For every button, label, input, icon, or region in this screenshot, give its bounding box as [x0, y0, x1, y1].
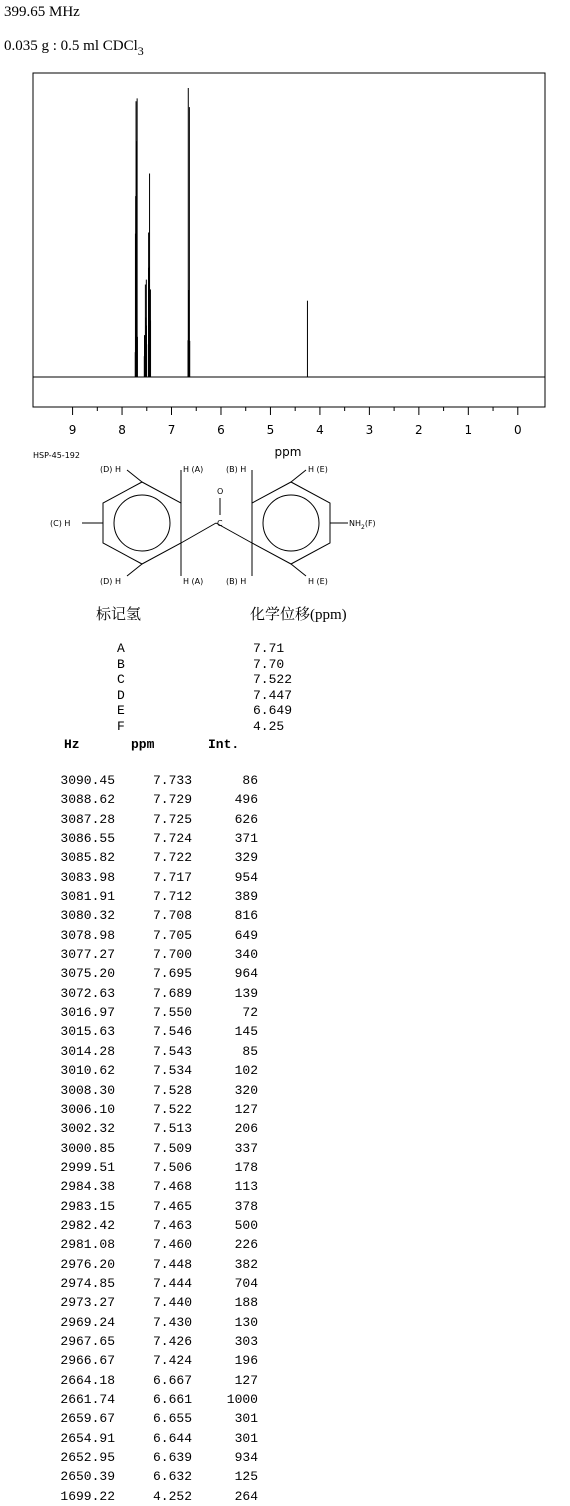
- peak-hz: 3075.20: [60, 966, 115, 982]
- peak-ppm: 7.543: [152, 1043, 192, 1059]
- peak-intensity: 226: [234, 1237, 258, 1253]
- plot-frame: [33, 73, 545, 407]
- peak-hz: 2974.85: [60, 1275, 115, 1291]
- table-row: [0, 926, 570, 945]
- table-row: [0, 1081, 570, 1100]
- peak-intensity: 303: [234, 1333, 258, 1349]
- table-row: [0, 1100, 570, 1119]
- peak-intensity: 500: [234, 1217, 258, 1233]
- peak-intensity: 145: [234, 1024, 258, 1040]
- table-row: [0, 1467, 570, 1486]
- bond-e-bot: [291, 564, 306, 576]
- assignment-label-header: 标记氢: [96, 607, 142, 623]
- peak-intensity: 188: [234, 1295, 258, 1311]
- table-row: [0, 790, 570, 809]
- peak-hz: 3006.10: [60, 1101, 115, 1117]
- benzene-ring-1: [103, 482, 181, 564]
- peak-intensity: 371: [234, 831, 258, 847]
- table-row: [0, 1061, 570, 1080]
- assignment-table: [0, 641, 570, 735]
- peak-ppm: 6.667: [152, 1372, 192, 1388]
- peak-hz: 3081.91: [60, 889, 115, 905]
- assignment-row: [0, 703, 570, 719]
- label-c: (C) H: [50, 519, 71, 528]
- peak-ppm: 7.717: [152, 869, 192, 885]
- peak-hz: 2661.74: [60, 1392, 115, 1407]
- peak-hz: 2981.08: [60, 1237, 115, 1253]
- peak-ppm: 7.534: [152, 1063, 192, 1079]
- peak-hz: 3014.28: [60, 1043, 115, 1059]
- table-row: [0, 1255, 570, 1274]
- peak-intensity: 337: [234, 1140, 258, 1156]
- peak-intensity: 496: [234, 792, 258, 808]
- peak-ppm: 6.639: [152, 1450, 192, 1466]
- peak-ppm: 7.550: [152, 1005, 192, 1021]
- peak-intensity: 86: [242, 773, 258, 788]
- peak-intensity: 934: [234, 1450, 258, 1466]
- peak-table: [0, 771, 570, 1506]
- x-axis-label: ppm: [274, 445, 302, 459]
- peak-ppm: 7.522: [152, 1101, 192, 1117]
- peak-hz: 2973.27: [60, 1295, 115, 1311]
- x-axis-ticks: [69, 407, 522, 437]
- table-row: [0, 1448, 570, 1467]
- peak-ppm: 7.509: [152, 1140, 192, 1156]
- sample-code: HSP-45-192: [33, 451, 80, 460]
- table-row: [0, 887, 570, 906]
- table-row: [0, 1429, 570, 1448]
- label-e-bot: H (E): [308, 577, 328, 586]
- peak-intensity: 113: [234, 1179, 258, 1195]
- assignment-header: [0, 603, 570, 627]
- bond-d-bot: [127, 564, 142, 576]
- table-row: [0, 1487, 570, 1506]
- peak-hz: 2654.91: [60, 1430, 115, 1446]
- assignment-shift-header: 化学位移(ppm): [250, 607, 347, 623]
- peak-ppm: 7.724: [152, 831, 192, 847]
- sample-concentration: [4, 38, 144, 59]
- label-a-top: H (A): [183, 465, 204, 474]
- peak-hz: 3087.28: [60, 811, 115, 827]
- assignment-label: F: [117, 718, 125, 734]
- peak-ppm: 7.513: [152, 1121, 192, 1137]
- peak-ppm: 7.546: [152, 1024, 192, 1040]
- table-row: [0, 984, 570, 1003]
- peak-group: [135, 88, 307, 377]
- peak-hz: 2969.24: [60, 1314, 115, 1330]
- label-d-top: (D) H: [100, 465, 121, 474]
- peak-ppm: 7.440: [152, 1295, 192, 1311]
- assignment-row: [0, 719, 570, 735]
- table-row: [0, 1158, 570, 1177]
- peak-hz: 3015.63: [60, 1024, 115, 1040]
- table-row: [0, 848, 570, 867]
- spectrometer-frequency: 399.65 MHz: [4, 4, 80, 20]
- peak-intensity: 649: [234, 927, 258, 943]
- label-a-bot: H (A): [183, 577, 204, 586]
- peak-ppm: 7.465: [152, 1198, 192, 1214]
- peak-ppm: 7.705: [152, 927, 192, 943]
- peak-intensity: 196: [234, 1353, 258, 1369]
- peak-hz: 3083.98: [60, 869, 115, 885]
- peak-table-header: [0, 737, 570, 757]
- assignment-shift: 7.447: [253, 687, 293, 703]
- assignment-label: E: [117, 703, 125, 719]
- table-row: [0, 829, 570, 848]
- nh2-subscript: 2: [361, 524, 365, 531]
- peak-intensity: 301: [234, 1411, 258, 1427]
- peak-hz: 2976.20: [60, 1256, 115, 1272]
- assignment-row: [0, 657, 570, 673]
- peak-ppm: 7.712: [152, 889, 192, 905]
- bond-d-top: [127, 470, 142, 482]
- assignment-row: [0, 641, 570, 657]
- label-e-top: H (E): [308, 465, 328, 474]
- table-row: [0, 1313, 570, 1332]
- peak-ppm: 7.506: [152, 1159, 192, 1175]
- peak-intensity: 125: [234, 1469, 258, 1485]
- peak-hz: 2982.42: [60, 1217, 115, 1233]
- peak-hz: 2999.51: [60, 1159, 115, 1175]
- assignment-label: B: [117, 656, 125, 672]
- label-oxygen: O: [217, 487, 224, 496]
- table-row: [0, 1409, 570, 1428]
- peak-ppm: 7.460: [152, 1237, 192, 1253]
- peak-ppm: 7.708: [152, 908, 192, 924]
- peak-ppm: 6.661: [152, 1392, 192, 1407]
- peak-hz: 2984.38: [60, 1179, 115, 1195]
- peak-ppm: 7.700: [152, 947, 192, 963]
- peak-ppm: 7.463: [152, 1217, 192, 1233]
- x-tick-label: 5: [266, 423, 275, 437]
- ring-2-circle: [263, 495, 319, 551]
- ppm-header: ppm: [131, 737, 155, 752]
- assignment-shift: 7.522: [253, 672, 293, 688]
- peak-intensity: 102: [234, 1063, 258, 1079]
- peak-ppm: 6.644: [152, 1430, 192, 1446]
- x-tick-label: 0: [513, 423, 522, 437]
- peak-intensity: 382: [234, 1256, 258, 1272]
- peak-intensity: 389: [234, 889, 258, 905]
- assignment-row: [0, 688, 570, 704]
- peak-intensity: 264: [234, 1488, 258, 1504]
- bond-e-top: [291, 470, 306, 482]
- label-nh2: [349, 519, 376, 531]
- int-header: Int.: [208, 737, 240, 752]
- label-b-top: (B) H: [226, 465, 247, 474]
- peak-ppm: 4.252: [152, 1488, 192, 1504]
- x-tick-label: 1: [464, 423, 473, 437]
- bond-ring1-carbonyl: [181, 523, 216, 543]
- peak-intensity: 127: [234, 1101, 258, 1117]
- peak-intensity: 130: [234, 1314, 258, 1330]
- peak-hz: 1699.22: [60, 1488, 115, 1504]
- peak-ppm: 7.430: [152, 1314, 192, 1330]
- nh2-text: NH: [349, 519, 361, 528]
- table-row: [0, 1274, 570, 1293]
- peak-ppm: 7.689: [152, 985, 192, 1001]
- table-row: [0, 906, 570, 925]
- peak-intensity: 954: [234, 869, 258, 885]
- benzene-ring-2: [252, 482, 330, 564]
- peak-ppm: 7.722: [152, 850, 192, 866]
- peak-hz: 2967.65: [60, 1333, 115, 1349]
- nh2-f-label: (F): [364, 519, 376, 528]
- peak-hz: 3008.30: [60, 1082, 115, 1098]
- sample-concentration-text: 0.035 g : 0.5 ml CDCl: [4, 38, 138, 54]
- table-row: [0, 1293, 570, 1312]
- x-tick-label: 7: [167, 423, 176, 437]
- peak-intensity: 301: [234, 1430, 258, 1446]
- peak-hz: 3085.82: [60, 850, 115, 866]
- assignment-shift: 6.649: [253, 703, 293, 719]
- assignment-shift: 4.25: [253, 718, 285, 734]
- table-row: [0, 945, 570, 964]
- peak-intensity: 127: [234, 1372, 258, 1388]
- peak-hz: 3090.45: [60, 773, 115, 788]
- x-tick-label: 8: [118, 423, 126, 437]
- peak-ppm: 7.729: [152, 792, 192, 808]
- peak-ppm: 6.632: [152, 1469, 192, 1485]
- peak-hz: 3088.62: [60, 792, 115, 808]
- table-row: [0, 1197, 570, 1216]
- peak-intensity: 72: [242, 1005, 258, 1021]
- peak-hz: 2966.67: [60, 1353, 115, 1369]
- x-tick-label: 3: [365, 423, 374, 437]
- table-row: [0, 1003, 570, 1022]
- peak-hz: 2983.15: [60, 1198, 115, 1214]
- peak-hz: 3002.32: [60, 1121, 115, 1137]
- assignment-shift: 7.70: [253, 656, 285, 672]
- table-row: [0, 1351, 570, 1370]
- peak-intensity: 329: [234, 850, 258, 866]
- peak-hz: 3016.97: [60, 1005, 115, 1021]
- peak-ppm: 7.725: [152, 811, 192, 827]
- table-row: [0, 868, 570, 887]
- table-row: [0, 1139, 570, 1158]
- label-d-bot: (D) H: [100, 577, 121, 586]
- assignment-label: C: [117, 672, 125, 688]
- peak-ppm: 7.468: [152, 1179, 192, 1195]
- label-b-bot: (B) H: [226, 577, 247, 586]
- peak-hz: 3010.62: [60, 1063, 115, 1079]
- peak-intensity: 178: [234, 1159, 258, 1175]
- peak-ppm: 7.424: [152, 1353, 192, 1369]
- table-row: [0, 1332, 570, 1351]
- sample-subscript: 3: [137, 44, 144, 58]
- assignment-shift: 7.71: [253, 641, 285, 656]
- peak-ppm: 7.695: [152, 966, 192, 982]
- peak-ppm: 7.448: [152, 1256, 192, 1272]
- peak-hz: 3077.27: [60, 947, 115, 963]
- peak-intensity: 206: [234, 1121, 258, 1137]
- x-tick-label: 4: [316, 423, 324, 437]
- peak-intensity: 378: [234, 1198, 258, 1214]
- table-row: [0, 1235, 570, 1254]
- ring-1-circle: [114, 495, 170, 551]
- peak-ppm: 7.733: [152, 773, 192, 788]
- peak-intensity: 320: [234, 1082, 258, 1098]
- table-row: [0, 1119, 570, 1138]
- assignment-row: [0, 672, 570, 688]
- peak-hz: 3072.63: [60, 985, 115, 1001]
- peak-ppm: 6.655: [152, 1411, 192, 1427]
- peak-intensity: 626: [234, 811, 258, 827]
- peak-hz: 2652.95: [60, 1450, 115, 1466]
- peak-intensity: 704: [234, 1275, 258, 1291]
- table-row: [0, 771, 570, 790]
- label-carbon: C: [217, 519, 223, 528]
- x-tick-label: 9: [68, 423, 77, 437]
- hz-header: Hz: [64, 737, 80, 752]
- peak-hz: 3080.32: [60, 908, 115, 924]
- molecular-structure: [0, 460, 570, 605]
- peak-hz: 3000.85: [60, 1140, 115, 1156]
- table-row: [0, 1177, 570, 1196]
- assignment-label: A: [117, 641, 125, 656]
- peak-intensity: 85: [242, 1043, 258, 1059]
- table-row: [0, 810, 570, 829]
- table-row: [0, 1371, 570, 1390]
- peak-hz: 3086.55: [60, 831, 115, 847]
- table-row: [0, 1042, 570, 1061]
- assignment-label: D: [117, 687, 125, 703]
- peak-intensity: 816: [234, 908, 258, 924]
- table-row: [0, 1390, 570, 1409]
- peak-intensity: 340: [234, 947, 258, 963]
- table-row: [0, 1022, 570, 1041]
- x-tick-label: 2: [415, 423, 423, 437]
- peak-hz: 3078.98: [60, 927, 115, 943]
- peak-ppm: 7.426: [152, 1333, 192, 1349]
- table-row: [0, 964, 570, 983]
- table-row: [0, 1216, 570, 1235]
- peak-ppm: 7.444: [152, 1275, 192, 1291]
- x-tick-label: 6: [217, 423, 225, 437]
- peak-hz: 2650.39: [60, 1469, 115, 1485]
- peak-hz: 2664.18: [60, 1372, 115, 1388]
- peak-intensity: 1000: [226, 1392, 258, 1407]
- peak-ppm: 7.528: [152, 1082, 192, 1098]
- peak-intensity: 139: [234, 985, 258, 1001]
- peak-hz: 2659.67: [60, 1411, 115, 1427]
- peak-intensity: 964: [234, 966, 258, 982]
